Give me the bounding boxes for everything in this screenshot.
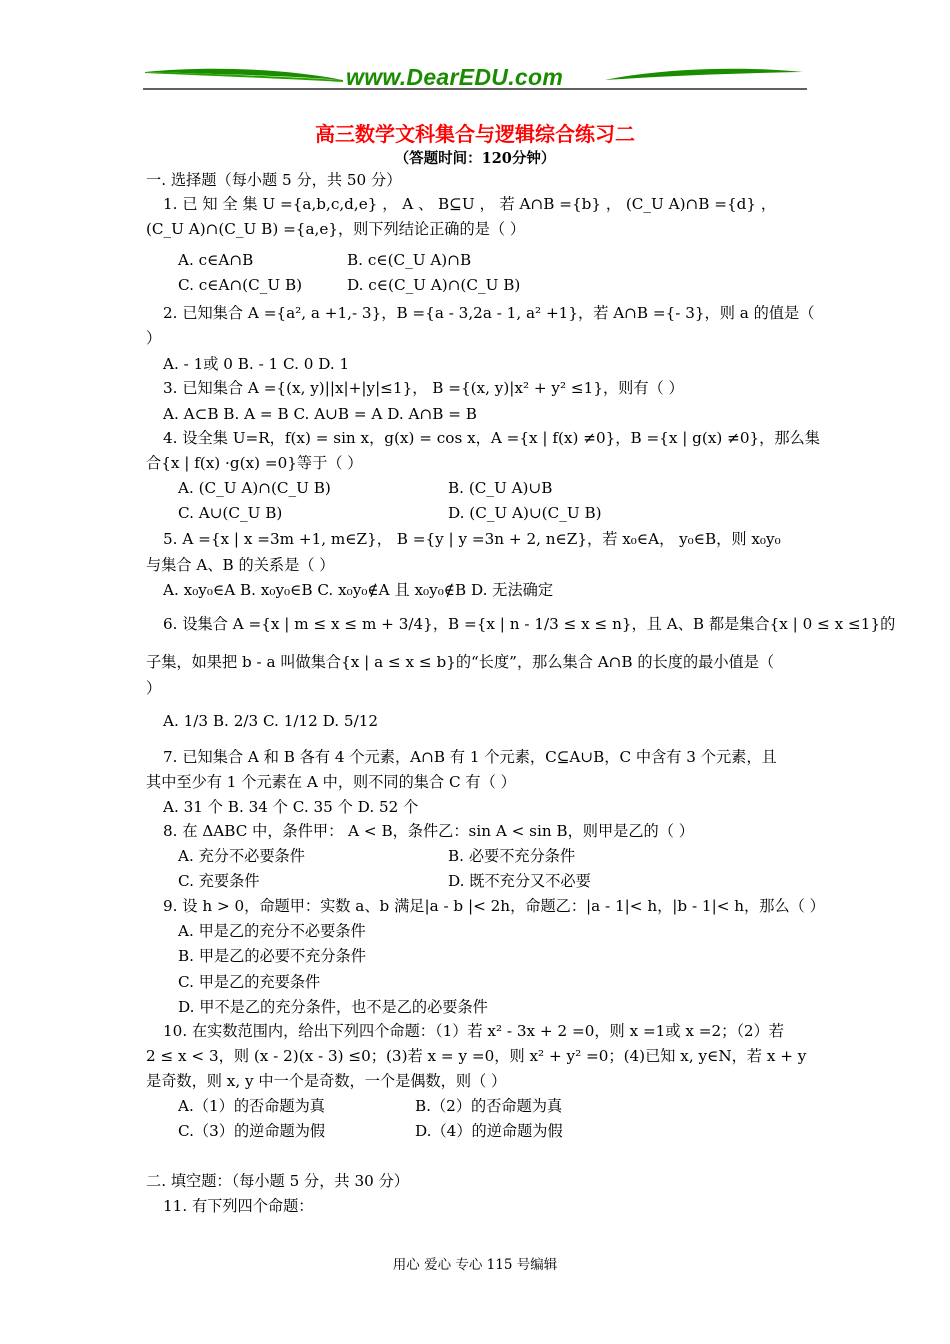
question-4-option-a: A. (C_U A)∩(C_U B) [178,479,331,497]
site-logo: www.DearEDU.com [346,64,564,90]
question-6-options: A. 1/3 B. 2/3 C. 1/12 D. 5/12 [163,712,379,730]
question-9-option-b: B. 甲是乙的必要不充分条件 [178,947,366,965]
question-8-line-1: 8. 在 ΔABC 中，条件甲： A < B，条件乙：sin A < sin B，则甲是乙的（ ） [163,822,694,840]
question-5-line-1: 5. A ={x | x =3m +1, m∈Z}， B ={y | y =3n + 2, n∈Z}，若 x₀∈A， y₀∈B，则 x₀y₀ [163,530,781,548]
section-heading-fill-in: 二. 填空题：（每小题 5 分，共 30 分） [146,1172,409,1190]
question-10-option-d: D.（4）的逆命题为假 [415,1122,563,1140]
question-10-option-b: B.（2）的否命题为真 [415,1097,563,1115]
question-4-option-b: B. (C_U A)∪B [448,479,553,497]
page-footer: 用心 爱心 专心 115 号编辑 [392,1257,558,1273]
question-7-options: A. 31 个 B. 34 个 C. 35 个 D. 52 个 [163,798,419,816]
time-limit: （答题时间：120分钟） [394,150,556,167]
question-1-line-2: (C_U A)∩(C_U B) ={a,e}，则下列结论正确的是（ ） [146,220,526,238]
question-8-option-b: B. 必要不充分条件 [448,847,576,865]
header-banner [143,62,807,94]
question-6-line-1: 6. 设集合 A ={x | m ≤ x ≤ m + 3/4}，B ={x | n - 1/3 ≤ x ≤ n}，且 A、B 都是集合{x | 0 ≤ x ≤1}的 [163,615,896,633]
question-10-option-a: A.（1）的否命题为真 [178,1097,325,1115]
question-1-option-d: D. c∈(C_U A)∩(C_U B) [347,276,521,294]
question-8-option-a: A. 充分不必要条件 [178,847,305,865]
question-8-option-d: D. 既不充分又不必要 [448,872,591,890]
question-1-option-a: A. c∈A∩B [178,251,254,269]
question-1-option-b: B. c∈(C_U A)∩B [347,251,472,269]
question-2-line-1: 2. 已知集合 A ={a², a +1,- 3}，B ={a - 3,2a - 1, a² +1}，若 A∩B ={- 3}，则 a 的值是（ [163,304,815,322]
question-7-line-1: 7. 已知集合 A 和 B 各有 4 个元素，A∩B 有 1 个元素，C⊆A∪B，C 中含有 3 个元素，且 [163,748,777,766]
question-3-line-1: 3. 已知集合 A ={(x, y)||x|+|y|≤1}， B ={(x, y)|x² + y² ≤1}，则有（ ） [163,379,684,397]
question-4-line-1: 4. 设全集 U=R，f(x) = sin x，g(x) = cos x，A ={x | f(x) ≠0}，B ={x | g(x) ≠0}，那么集 [163,429,820,447]
page-title: 高三数学文科集合与逻辑综合练习二 [315,122,635,146]
question-6-line-3: ） [146,679,162,697]
question-4-option-d: D. (C_U A)∪(C_U B) [448,504,602,522]
question-5-line-2: 与集合 A、B 的关系是（ ） [146,556,335,574]
question-10-line-3: 是奇数，则 x, y 中一个是奇数，一个是偶数，则（ ） [146,1072,507,1090]
question-10-line-2: 2 ≤ x < 3，则 (x - 2)(x - 3) ≤0；(3)若 x = y =0，则 x² + y² =0；(4)已知 x, y∈N，若 x + y [146,1047,807,1065]
question-4-line-2: 合{x | f(x) ·g(x) =0}等于（ ） [146,454,363,472]
section-heading-choice: 一. 选择题（每小题 5 分，共 50 分） [146,171,402,189]
question-2-options: A. - 1或 0 B. - 1 C. 0 D. 1 [163,355,350,373]
question-1-option-c: C. c∈A∩(C_U B) [178,276,303,294]
question-10-line-1: 10. 在实数范围内，给出下列四个命题：（1）若 x² - 3x + 2 =0，则 x =1或 x =2；（2）若 [163,1022,784,1040]
question-7-line-2: 其中至少有 1 个元素在 A 中，则不同的集合 C 有（ ） [146,773,516,791]
question-4-option-c: C. A∪(C_U B) [178,504,283,522]
question-9-option-a: A. 甲是乙的充分不必要条件 [178,922,366,940]
question-8-option-c: C. 充要条件 [178,872,260,890]
question-1-line-1: 1. 已 知 全 集 U ={a,b,c,d,e} ， A 、 B⊆U ， 若 A∩B ={b} ， (C_U A)∩B ={d} ， [163,195,777,213]
question-9-line-1: 9. 设 h > 0，命题甲：实数 a、b 满足|a - b |< 2h，命题乙：|a - 1|< h，|b - 1|< h，那么（ ） [163,897,825,915]
question-11-line-1: 11. 有下列四个命题： [163,1197,314,1215]
question-2-line-2: ） [146,329,162,347]
question-10-option-c: C.（3）的逆命题为假 [178,1122,326,1140]
question-3-options: A. A⊂B B. A = B C. A∪B = A D. A∩B = B [163,405,477,423]
question-9-option-d: D. 甲不是乙的充分条件，也不是乙的必要条件 [178,998,488,1016]
question-6-line-2: 子集，如果把 b - a 叫做集合{x | a ≤ x ≤ b}的“长度”，那么集合 A∩B 的长度的最小值是（ [146,653,775,671]
question-9-option-c: C. 甲是乙的充要条件 [178,973,321,991]
question-5-options: A. x₀y₀∈A B. x₀y₀∈B C. x₀y₀∉A 且 x₀y₀∉B D. 无法确定 [163,581,554,599]
